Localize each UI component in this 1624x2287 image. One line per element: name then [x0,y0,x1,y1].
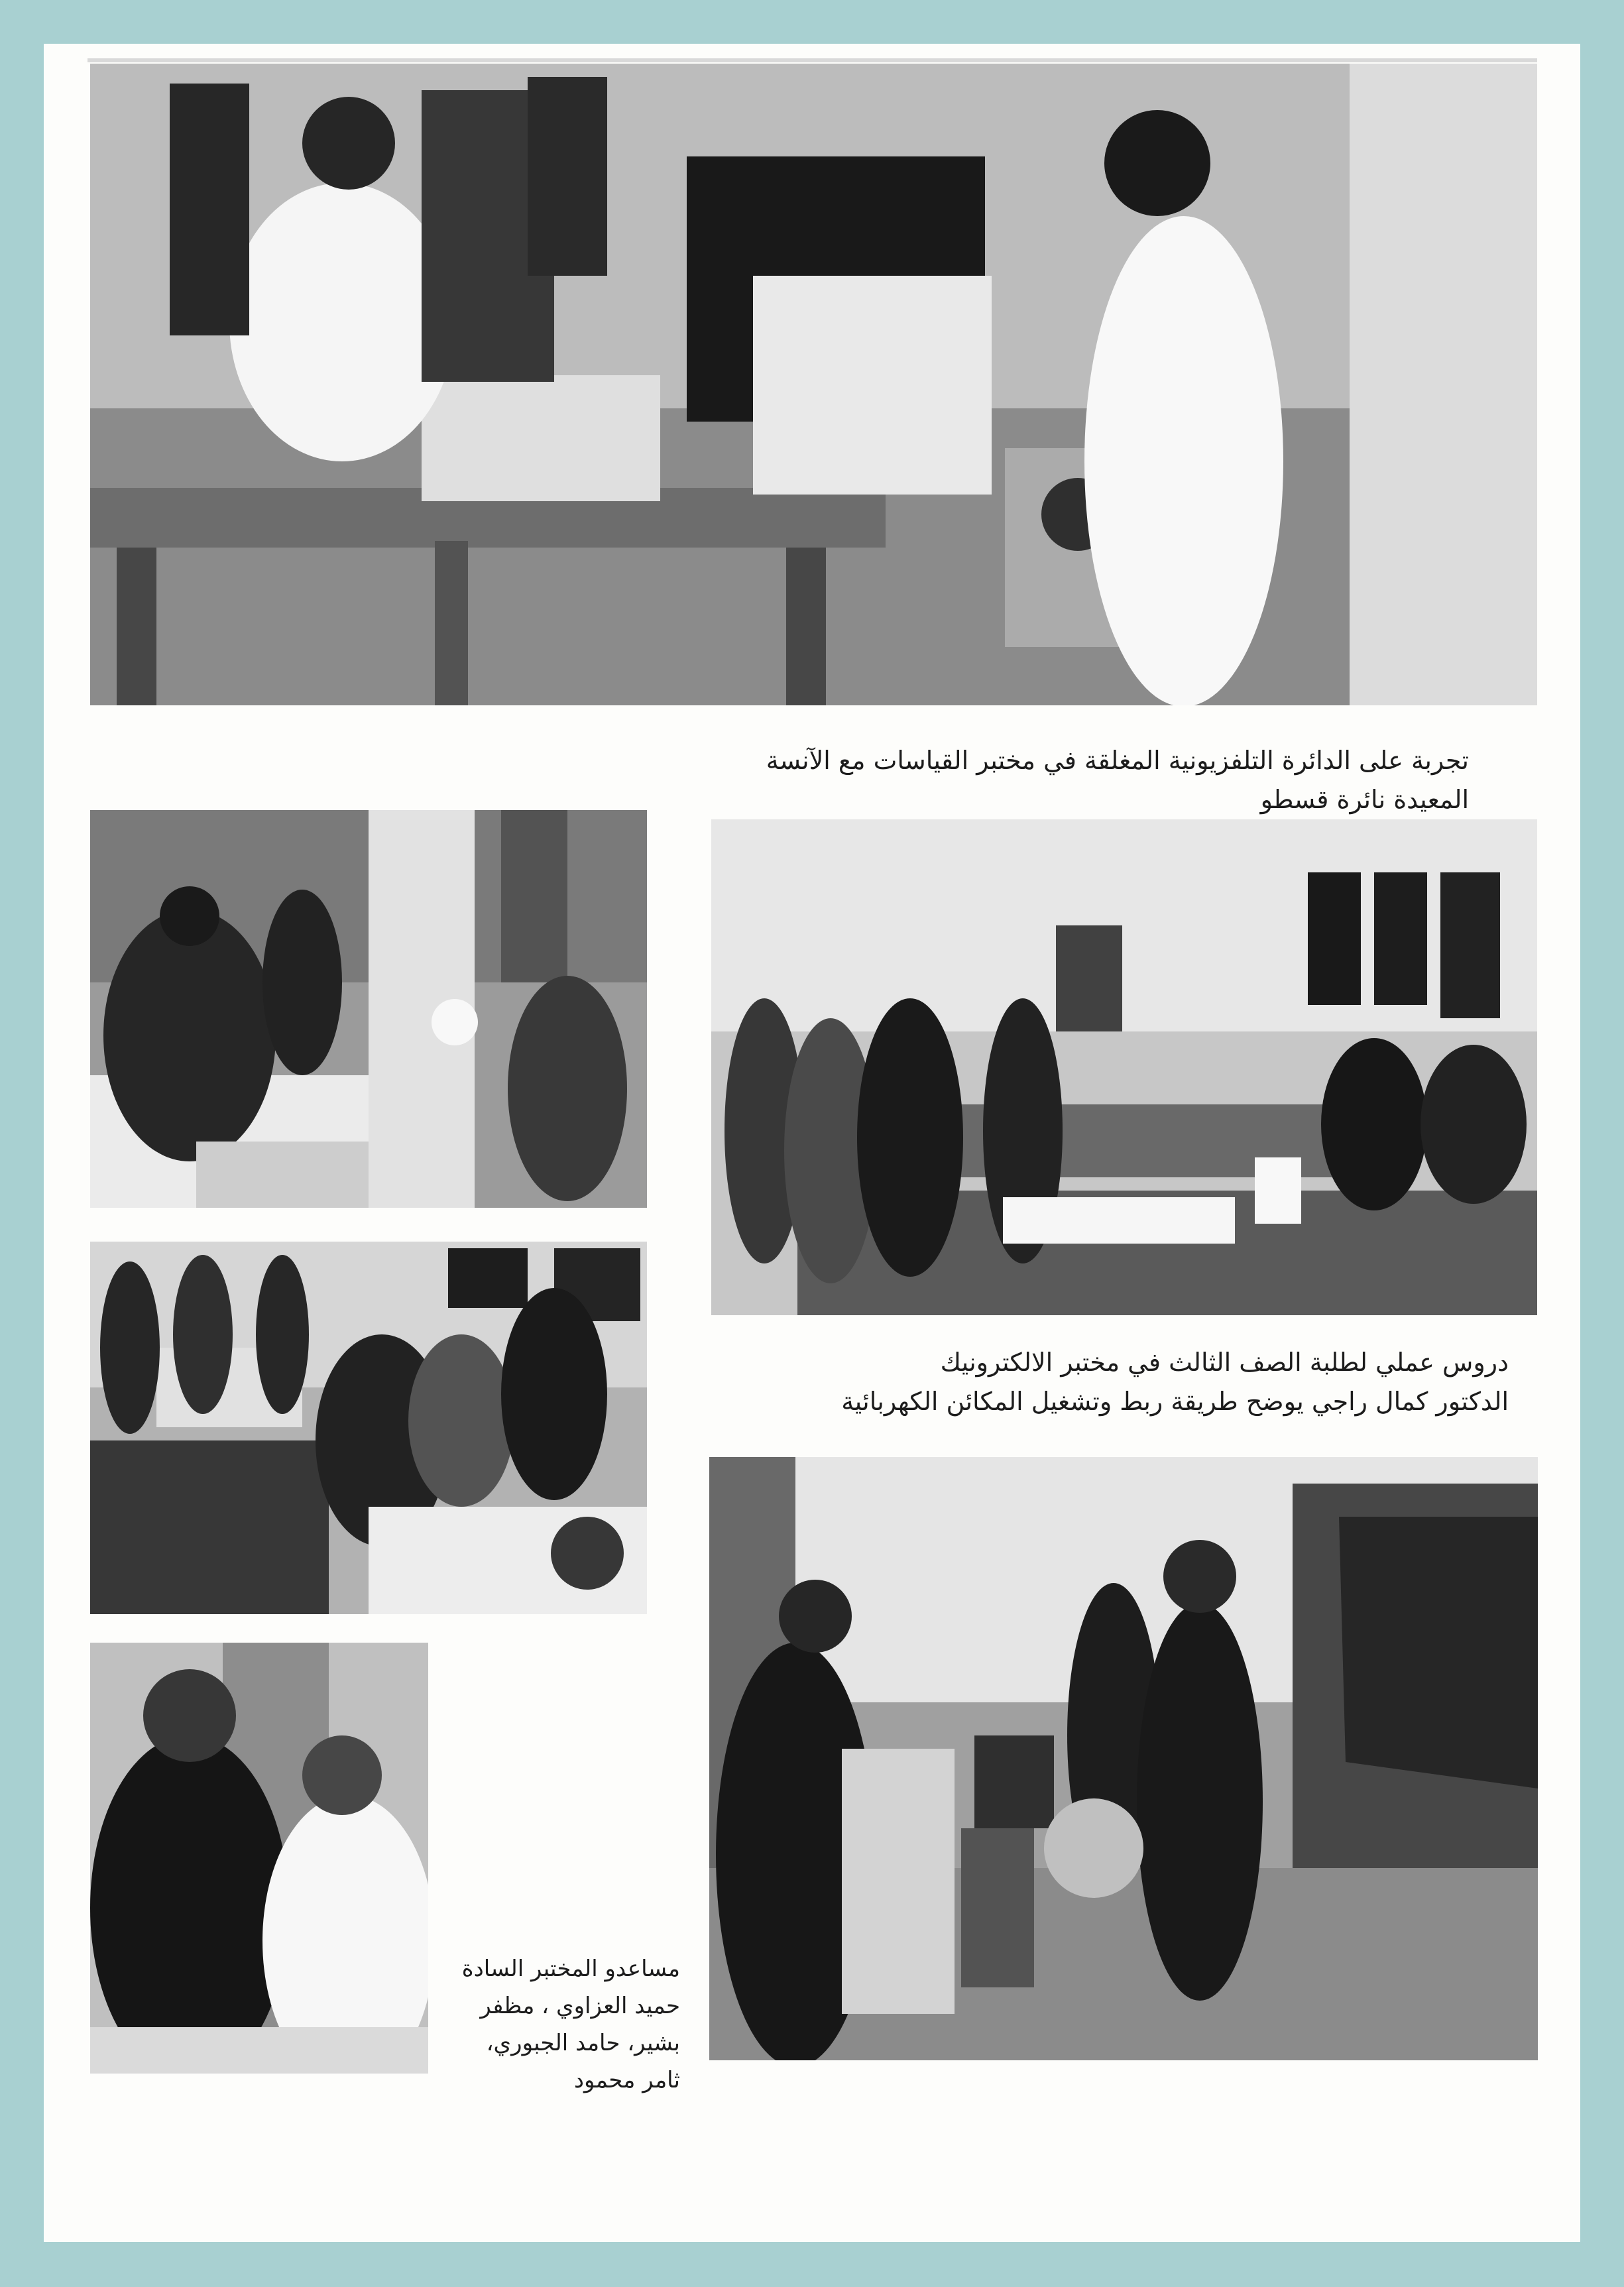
caption-lab-assistants [415,1950,680,2099]
caption-middle-line2: الدكتور كمال راجي يوضح طريقة ربط وتشغيل المكائن الكهربائية [841,1386,1509,1416]
caption-middle-line1: دروس عملي لطلبة الصف الثالث في مختبر الالكترونيك [940,1348,1509,1377]
photo-group-equipment [90,1242,647,1614]
lab-assistants-line-2: حميد العزاوي ، مظفر [480,1993,680,2020]
lab-assistants-line-4: ثامر محمود [573,2067,680,2094]
caption-middle [746,1343,1509,1421]
scrapbook-page [44,44,1580,2242]
photo-tv-lab [90,64,1537,705]
photo-electronics-class [711,819,1537,1315]
caption-tv-lab: تجربة على الدائرة التلفزيونية المغلقة في مختبر القياسات مع الآنسة المعيدة نائرة قسطو [766,746,1469,814]
photo-lab-assistants [90,1643,428,2074]
lab-assistants-line-1: مساعدو المختبر السادة [461,1956,680,1982]
photo-electrical-machines [709,1457,1538,2060]
photo-workbench [90,810,647,1208]
top-rule [87,58,1537,62]
lab-assistants-line-3: بشير، حامد الجبوري، [486,2030,680,2057]
